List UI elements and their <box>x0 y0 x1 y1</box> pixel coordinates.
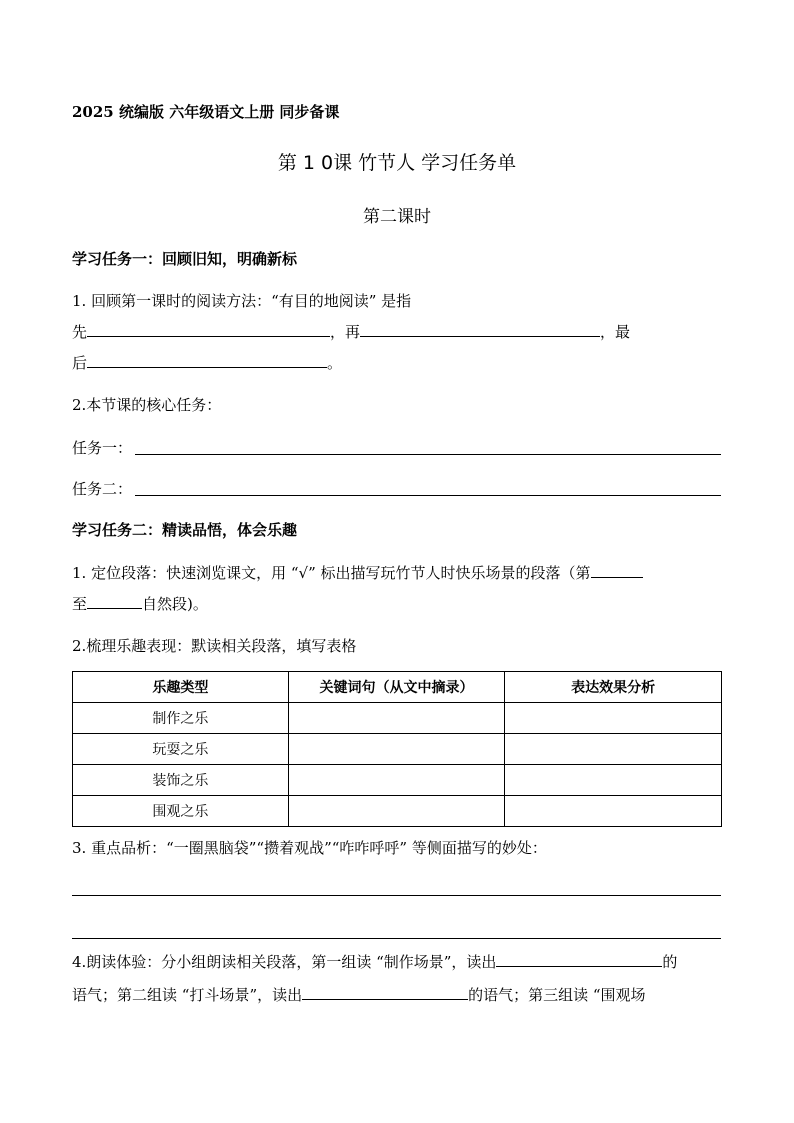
blank-start-paragraph[interactable] <box>591 563 643 578</box>
q3-answer-line-1[interactable] <box>72 895 721 896</box>
blank-end-paragraph[interactable] <box>87 594 142 609</box>
row-label: 装饰之乐 <box>73 765 289 796</box>
task-one-answer-line[interactable] <box>135 454 721 455</box>
label-last: 后 <box>72 354 88 372</box>
task2-q4-line1 <box>72 952 677 972</box>
effect-cell[interactable] <box>505 703 722 734</box>
blank-then[interactable] <box>360 322 600 337</box>
table-header: 表达效果分析 <box>505 672 722 703</box>
table-header-row <box>73 672 722 703</box>
q4-text-2: 的 <box>662 953 678 971</box>
effect-cell[interactable] <box>505 765 722 796</box>
label-paragraph: 自然段)。 <box>142 595 208 613</box>
task2-q3-intro: 3. 重点品析：“一圈黑脑袋”“攒着观战”“咋咋呼呼” 等侧面描写的妙处： <box>72 839 547 857</box>
task-two-answer-line[interactable] <box>135 495 721 496</box>
q4-text-4: 的语气；第三组读 “围观场 <box>468 986 646 1004</box>
task2-q1-line2 <box>72 594 208 614</box>
table-row <box>73 734 722 765</box>
keyword-cell[interactable] <box>288 734 505 765</box>
effect-cell[interactable] <box>505 734 722 765</box>
keyword-cell[interactable] <box>288 765 505 796</box>
task2-q1-line1 <box>72 563 643 583</box>
task1-heading: 学习任务一：回顾旧知，明确新标 <box>72 250 298 268</box>
page-subtitle: 第二课时 <box>363 207 431 227</box>
row-label: 玩耍之乐 <box>73 734 289 765</box>
blank-last[interactable] <box>87 353 327 368</box>
table-row <box>73 765 722 796</box>
task-one-label: 任务一： <box>72 439 133 457</box>
task2-q1-text: 1. 定位段落：快速浏览课文，用 “√” 标出描写玩竹节人时快乐场景的段落（第 <box>72 564 591 582</box>
keyword-cell[interactable] <box>288 703 505 734</box>
table-row <box>73 703 722 734</box>
task1-q2-intro: 2.本节课的核心任务： <box>72 396 222 414</box>
q4-text-3: 语气；第二组读 “打斗场景”，读出 <box>72 986 303 1004</box>
table-header: 乐趣类型 <box>73 672 289 703</box>
task1-q1-intro: 1. 回顾第一课时的阅读方法：“有目的地阅读” 是指 <box>72 292 412 310</box>
task2-q2-intro: 2.梳理乐趣表现：默读相关段落，填写表格 <box>72 637 357 655</box>
label-finally: ，最 <box>600 323 631 341</box>
effect-cell[interactable] <box>505 796 722 827</box>
keyword-cell[interactable] <box>288 796 505 827</box>
page-title: 第 1 0课 竹节人 学习任务单 <box>277 152 517 174</box>
task1-q1-line2 <box>72 322 630 342</box>
blank-making-tone[interactable] <box>496 952 662 967</box>
label-then: ，再 <box>330 323 361 341</box>
q4-text-1: 4.朗读体验：分小组朗读相关段落，第一组读 “制作场景”，读出 <box>72 953 497 971</box>
label-first: 先 <box>72 323 88 341</box>
table-row <box>73 796 722 827</box>
q3-answer-line-2[interactable] <box>72 938 721 939</box>
table-header: 关键词句（从文中摘录） <box>288 672 505 703</box>
task2-heading: 学习任务二：精读品悟，体会乐趣 <box>72 521 298 539</box>
blank-fighting-tone[interactable] <box>302 985 468 1000</box>
fun-table <box>72 671 722 827</box>
period: 。 <box>327 354 343 372</box>
label-to: 至 <box>72 595 88 613</box>
task1-q1-line3 <box>72 353 342 373</box>
blank-first[interactable] <box>87 322 330 337</box>
row-label: 围观之乐 <box>73 796 289 827</box>
task-two-label: 任务二： <box>72 480 133 498</box>
row-label: 制作之乐 <box>73 703 289 734</box>
task2-q4-line2 <box>72 985 646 1005</box>
series-header: 2025 统编版 六年级语文上册 同步备课 <box>72 103 340 121</box>
